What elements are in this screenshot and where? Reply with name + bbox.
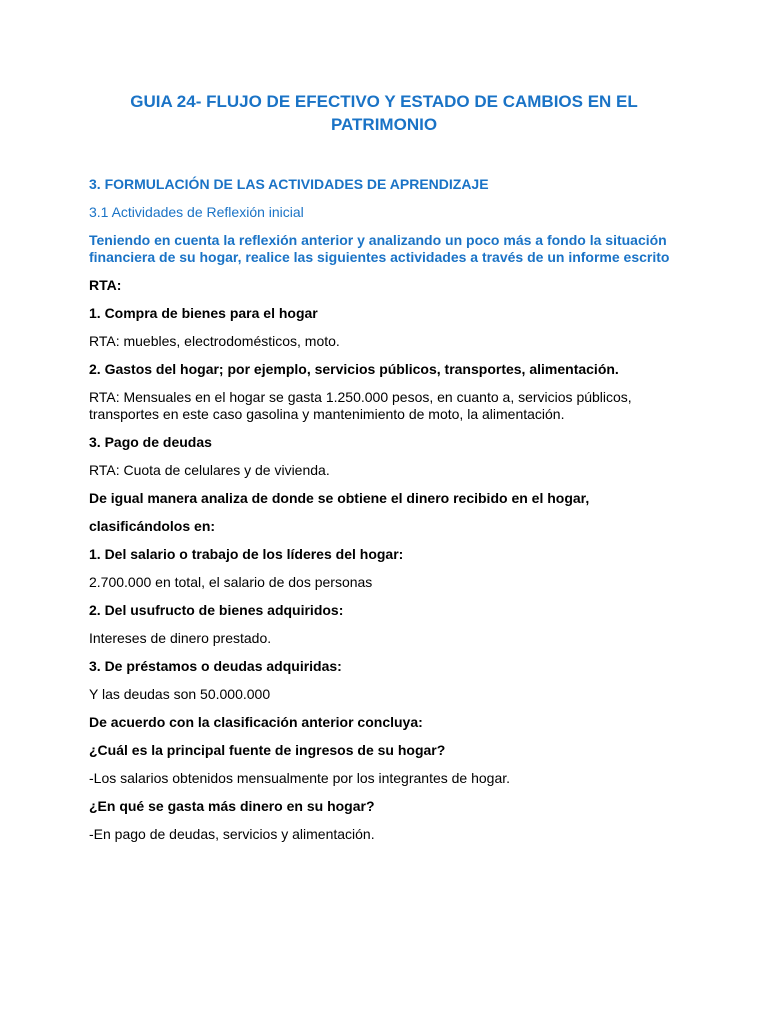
answer-2-line-2: transportes en este caso gasolina y mantenimiento de moto, la alimentación.	[89, 406, 565, 422]
intro-line-2: financiera de su hogar, realice las siguientes actividades a través de un informe escrito	[89, 249, 670, 265]
question-2: 2. Gastos del hogar; por ejemplo, servicios públicos, transportes, alimentación.	[89, 361, 619, 377]
answer-1: RTA: muebles, electrodomésticos, moto.	[89, 333, 340, 349]
section-heading: 3. FORMULACIÓN DE LAS ACTIVIDADES DE APRENDIZAJE	[89, 176, 489, 192]
classification-3: 3. De préstamos o deudas adquiridas:	[89, 658, 342, 674]
subsection-heading: 3.1 Actividades de Reflexión inicial	[89, 204, 304, 220]
answer-2-line-1: RTA: Mensuales en el hogar se gasta 1.250.000 pesos, en cuanto a, servicios públicos,	[89, 389, 632, 405]
classification-2: 2. Del usufructo de bienes adquiridos:	[89, 602, 344, 618]
intro-line-1: Teniendo en cuenta la reflexión anterior y analizando un poco más a fondo la situación	[89, 232, 667, 248]
analysis-line-2: clasificándolos en:	[89, 518, 216, 534]
question-3: 3. Pago de deudas	[89, 434, 212, 450]
conclusion-answer-2: -En pago de deudas, servicios y alimentación.	[89, 826, 375, 842]
document-title: GUIA 24- FLUJO DE EFECTIVO Y ESTADO DE CAMBIOS EN EL PATRIMONIO	[130, 92, 638, 134]
conclusion-answer-1: -Los salarios obtenidos mensualmente por los integrantes de hogar.	[89, 770, 511, 786]
classification-1: 1. Del salario o trabajo de los líderes del hogar:	[89, 546, 404, 562]
classification-2-answer: Intereses de dinero prestado.	[89, 630, 272, 646]
question-1: 1. Compra de bienes para el hogar	[89, 305, 318, 321]
answer-3: RTA: Cuota de celulares y de vivienda.	[89, 462, 330, 478]
conclude-heading: De acuerdo con la clasificación anterior concluya:	[89, 714, 423, 730]
classification-1-answer: 2.700.000 en total, el salario de dos personas	[89, 574, 373, 590]
conclusion-question-1: ¿Cuál es la principal fuente de ingresos de su hogar?	[89, 742, 446, 758]
analysis-line-1: De igual manera analiza de donde se obtiene el dinero recibido en el hogar,	[89, 490, 590, 506]
classification-3-answer: Y las deudas son 50.000.000	[89, 686, 271, 702]
conclusion-question-2: ¿En qué se gasta más dinero en su hogar?	[89, 798, 375, 814]
rta-heading: RTA:	[89, 277, 122, 293]
